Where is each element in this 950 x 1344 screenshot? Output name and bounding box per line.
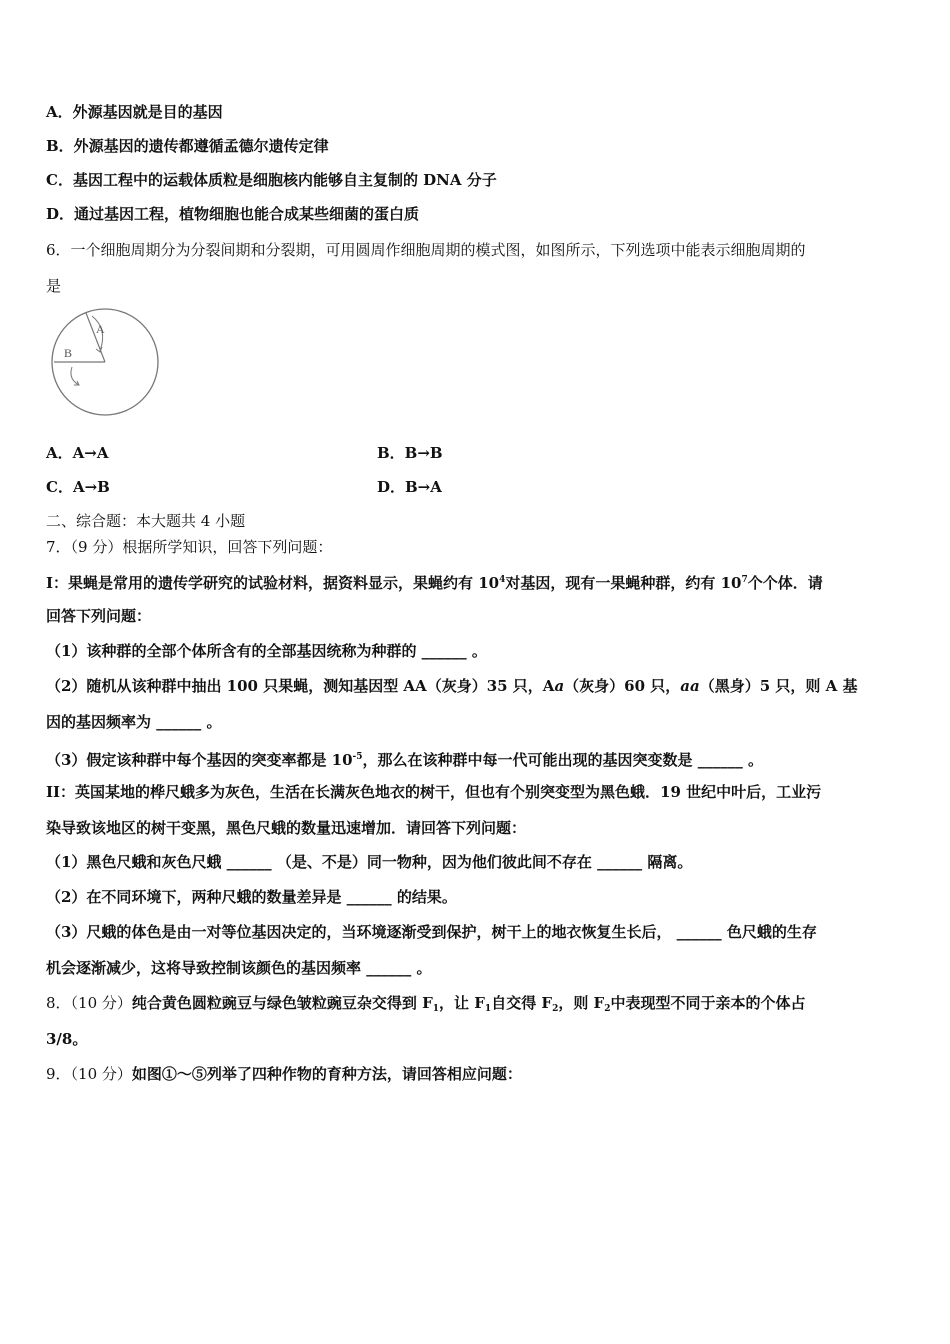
- q6-stem-line1: 6．一个细胞周期分为分裂间期和分裂期，可用圆周作细胞周期的模式图，如图所示，下列选项中能表示细胞周期的: [46, 241, 806, 259]
- q7-header: 7．（9 分）根据所学知识，回答下列问题：: [46, 538, 333, 556]
- radius-line-top: [86, 313, 105, 362]
- q7-part1-q2-line2: 因的基因频率为 ______ 。: [46, 713, 222, 731]
- diagram-label-b: B: [64, 346, 73, 360]
- q7-part2-q1: （1）黑色尺蛾和灰色尺蛾 ______ （是、不是）同一物种，因为他们彼此间不存在 ______ 隔离。: [46, 853, 693, 871]
- q7-part2-q2: （2）在不同环境下，两种尺蛾的数量差异是 ______ 的结果。: [46, 888, 457, 906]
- q6-stem-line2: 是: [46, 277, 62, 295]
- q7-part1-q3: （3）假定该种群中每个基因的突变率都是 $10^{-5}$，那么在该种群中每一代可能出现的基因突变数是 ______ 。: [46, 751, 763, 769]
- q6-option-c: C．A→B: [46, 478, 110, 496]
- q8-line1: 8．（10 分）纯合黄色圆粒豌豆与绿色皱粒豌豆杂交得到 $F_1$，让 $F_1$自交得 $F_2$，则 $F_2$中表现型不同于亲本的个体占: [46, 994, 806, 1014]
- q7-part1-q1: （1）该种群的全部个体所含有的全部基因统称为种群的 ______ 。: [46, 642, 487, 660]
- q7-part1-q2-line1: （2）随机从该种群中抽出 100 只果蝇，测知基因型 AA（灰身）35 只，Aa（灰身）60 只，aa（黑身）5 只，则 A 基: [46, 677, 858, 695]
- q6-option-b: B．B→B: [377, 444, 443, 462]
- q9-line1: 9．（10 分）如图①～⑤列举了四种作物的育种方法，请回答相应问题：: [46, 1065, 522, 1083]
- q7-part2-q3-line2: 机会逐渐减少，这将导致控制该颜色的基因频率 ______ 。: [46, 959, 432, 977]
- q5-option-a: A．外源基因就是目的基因: [46, 103, 223, 121]
- q6-option-a: A．A→A: [46, 444, 109, 462]
- q7-part1-line2: 回答下列问题：: [46, 607, 152, 625]
- q8-line2: 3/8。: [46, 1030, 88, 1048]
- cell-cycle-diagram: [46, 305, 166, 420]
- q6-option-d: D．B→A: [377, 478, 442, 496]
- q7-part2-line1: II：英国某地的桦尺蛾多为灰色，生活在长满灰色地衣的树干，但也有个别突变型为黑色蛾．19 世纪中叶后，工业污: [46, 783, 822, 801]
- q7-part2-line2: 染导致该地区的树干变黑，黑色尺蛾的数量迅速增加．请回答下列问题：: [46, 819, 527, 837]
- q5-option-b: B．外源基因的遗传都遵循孟德尔遗传定律: [46, 137, 329, 155]
- section2-heading: 二、综合题：本大题共 4 小题: [46, 512, 246, 530]
- diagram-label-a: A: [96, 322, 105, 336]
- q5-option-c: C．基因工程中的运载体质粒是细胞核内能够自主复制的 DNA 分子: [46, 171, 497, 189]
- q7-part1-line1: I：果蝇是常用的遗传学研究的试验材料，据资料显示，果蝇约有 $10^4$对基因，现有一果蝇种群，约有 $10^7$个个体．请: [46, 574, 823, 592]
- q5-option-d: D．通过基因工程，植物细胞也能合成某些细菌的蛋白质: [46, 205, 420, 223]
- q7-part2-q3-line1: （3）尺蛾的体色是由一对等位基因决定的，当环境逐渐受到保护，树干上的地衣恢复生长后， ______ 色尺蛾的生存: [46, 923, 817, 941]
